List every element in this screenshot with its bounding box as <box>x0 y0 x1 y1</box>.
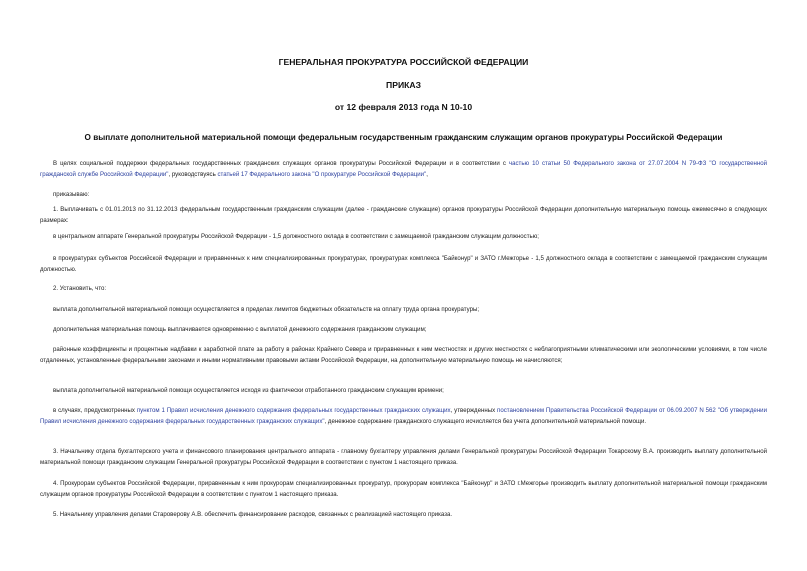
paragraph-3: 3. Начальнику отдела бухгалтерского учета и финансового планирования центрального аппарата - главному бухгалтеру управления делами Генеральной прокуратуры Российской Федерации Токарскому В.А. производить выплату дополнительной материальной помощи гражданским служащим Генеральной прокуратуры Российской Федерации в соответствии с пунктом 1 настоящего приказа. <box>40 448 767 466</box>
p2e-text-3: , денежное содержание гражданского служащего исчисляется без учета дополнительной материальной помощи. <box>324 417 647 425</box>
paragraph-2-d: выплата дополнительной материальной помощи осуществляется исходя из фактически отработанного гражданским служащим времени; <box>53 387 444 394</box>
paragraph-1-b: в прокуратурах субъектов Российской Федерации и приравненных к ним специализированных прокуратурах, прокуратурах комплекса "Байконур" и ЗАТО г.Межгорье - 1,5 должностного оклада в соответствии с замещаемой гражданским служащим должностью. <box>40 255 767 273</box>
document-date-number: от 12 февраля 2013 года N 10-10 <box>334 102 473 112</box>
document-title: О выплате дополнительной материальной помощи федеральным государственным гражданским служащим органов прокуратуры Российской Федерации <box>84 133 723 142</box>
paragraph-2-a: выплата дополнительной материальной помощи осуществляется в пределах лимитов бюджетных обязательств на оплату труда органа прокуратуры; <box>53 306 480 313</box>
paragraph-1-a: в центральном аппарате Генеральной прокуратуры Российской Федерации - 1,5 должностного оклада в соответствии с замещаемой гражданским служащим должностью; <box>53 233 539 240</box>
paragraph-5: 5. Начальнику управления делами Староверову А.В. обеспечить финансирование расходов, связанных с реализацией настоящего приказа. <box>53 511 453 518</box>
organization-heading: ГЕНЕРАЛЬНАЯ ПРОКУРАТУРА РОССИЙСКОЙ ФЕДЕРАЦИИ <box>278 57 529 67</box>
law-79fz-link[interactable]: частью 10 статьи 50 Федерального закона от 27.07.2004 N 79-ФЗ "О государственной гражданской службе Российской Федерации" <box>40 160 767 178</box>
preamble-text-2: , руководствуясь <box>168 170 218 178</box>
paragraph-2-e <box>40 406 767 427</box>
preamble-paragraph <box>40 159 767 180</box>
paragraph-2-c: районные коэффициенты и процентные надбавки к заработной плате за работу в районах Крайнего Севера и приравненных к ним местностях и других местностях с неблагоприятными климатическими или экологическими условиями, в том числе отдаленных, установленные федеральными законами и иными нормативными правовыми актами Российской Федерации, на дополнительную материальную помощь не начисляются; <box>40 346 767 364</box>
p2e-text-2: , утвержденных <box>450 407 498 414</box>
order-word: приказываю: <box>53 191 90 198</box>
rules-point-1-link[interactable]: пунктом 1 Правил исчисления денежного содержания федеральных государственных гражданских служащих <box>136 407 451 414</box>
paragraph-2-b: дополнительная материальная помощь выплачивается одновременно с выплатой денежного содержания гражданским служащим; <box>53 326 427 333</box>
prosecutor-law-link[interactable]: статьей 17 Федерального закона "О прокуратуре Российской Федерации" <box>217 170 427 178</box>
p2e-text-1: в случаях, предусмотренных <box>53 407 137 414</box>
preamble-text-3: , <box>426 170 428 178</box>
paragraph-4: 4. Прокурорам субъектов Российской Федерации, приравненным к ним прокурорам специализированных прокуратур, прокурорам комплекса "Байконур" и ЗАТО г.Межгорье производить выплату дополнительной материальной помощи гражданским служащим органов прокуратуры Российской Федерации в соответствии с пунктом 1 настоящего приказа. <box>40 480 767 498</box>
paragraph-1: 1. Выплачивать с 01.01.2013 по 31.12.2013 федеральным государственным гражданским служащим (далее - гражданские служащие) органов прокуратуры Российской Федерации дополнительную материальную помощь ежемесячно в следующих размерах: <box>40 206 767 224</box>
document-type: ПРИКАЗ <box>386 80 421 90</box>
paragraph-2: 2. Установить, что: <box>53 285 107 292</box>
government-decree-link[interactable]: постановлением Правительства Российской Федерации от 06.09.2007 N 562 "Об утверждении Правил исчисления денежного содержания федеральных государственных гражданских служащих" <box>40 407 767 425</box>
preamble-text-1: В целях социальной поддержки федеральных государственных гражданских служащих органов прокуратуры Российской Федерации и в соответствии с <box>53 160 509 167</box>
